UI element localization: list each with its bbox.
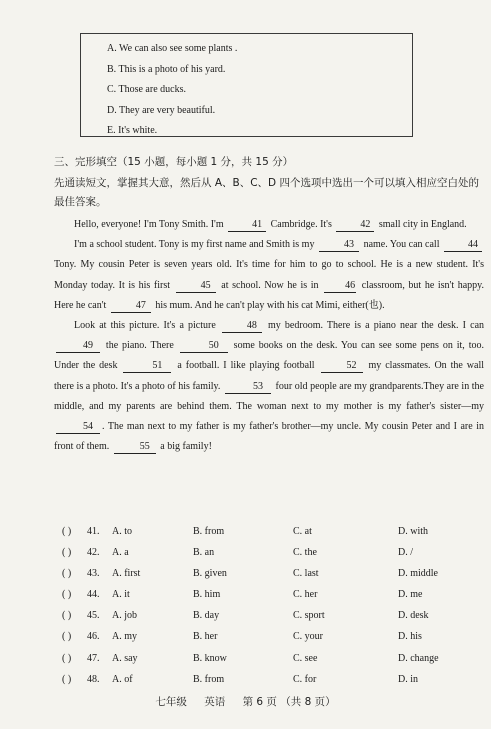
blank-41[interactable]: 41: [228, 219, 266, 232]
option-d: D. They are very beautiful.: [107, 104, 216, 116]
choice-d[interactable]: D. change: [398, 652, 439, 664]
paragraph-2: [54, 235, 484, 316]
answer-paren[interactable]: ( ): [62, 610, 72, 622]
question-row: [62, 522, 482, 543]
question-number: 45.: [87, 610, 100, 622]
blank-45[interactable]: 45: [176, 280, 216, 293]
choice-b[interactable]: B. given: [193, 568, 227, 580]
passage-text: four old people are my grandparents.They are in the middle, and my parents are behind them. The woman next to my mother is my father's sister—my: [54, 380, 484, 412]
blank-48[interactable]: 48: [222, 320, 262, 333]
choice-a[interactable]: A. of: [112, 673, 133, 685]
choice-d[interactable]: D. desk: [398, 610, 429, 622]
choice-b[interactable]: B. her: [193, 631, 218, 643]
answer-paren[interactable]: ( ): [62, 589, 72, 601]
blank-52[interactable]: 52: [321, 360, 363, 373]
choice-a[interactable]: A. first: [112, 568, 141, 580]
question-number: 44.: [87, 589, 100, 601]
blank-47[interactable]: 47: [111, 300, 151, 313]
choice-c[interactable]: C. see: [293, 652, 318, 664]
paragraph-1: [54, 215, 484, 235]
footer-subject: 英语: [204, 696, 226, 708]
option-a: A. We can also see some plants .: [107, 43, 238, 54]
choice-b[interactable]: B. him: [193, 589, 221, 601]
blank-42[interactable]: 42: [336, 219, 374, 232]
blank-49[interactable]: 49: [56, 340, 100, 353]
passage-text: Tony. My cousin Peter is seven years old. It's time for him to go to school. He is a new student. It's Monday today. It is his first: [54, 259, 484, 291]
question-row: [62, 564, 482, 585]
section-instruction: 先通读短文，掌握其大意，然后从 A、B、C、D 四个选项中选出一个可以填入相应空白处的最佳答案。: [54, 177, 479, 208]
blank-44[interactable]: 44: [444, 239, 482, 252]
passage-text: Look at this picture. It's a picture: [74, 320, 216, 332]
page-footer: [0, 694, 491, 709]
choice-a[interactable]: A. my: [112, 631, 137, 643]
choice-a[interactable]: A. it: [112, 589, 130, 601]
answer-paren[interactable]: ( ): [62, 547, 72, 559]
choice-a[interactable]: A. to: [112, 526, 132, 537]
question-row: [62, 543, 482, 564]
answer-paren[interactable]: ( ): [62, 652, 72, 664]
blank-51[interactable]: 51: [123, 360, 171, 373]
choice-d[interactable]: D. me: [398, 589, 423, 601]
cloze-passage: [54, 215, 484, 457]
choice-b[interactable]: B. an: [193, 547, 215, 559]
choice-a[interactable]: A. say: [112, 652, 138, 664]
question-number: 42.: [87, 547, 100, 559]
choice-a[interactable]: A. a: [112, 547, 129, 559]
footer-grade: 七年级: [155, 696, 187, 708]
question-number: 41.: [87, 526, 100, 537]
question-row: [62, 627, 482, 648]
paragraph-3: [54, 316, 484, 457]
question-row: [62, 649, 482, 670]
blank-50[interactable]: 50: [180, 340, 228, 353]
blank-54[interactable]: 54: [56, 421, 100, 434]
choice-d[interactable]: D. middle: [398, 568, 438, 580]
question-row: [62, 670, 482, 691]
passage-text: . The man next to my father is my father's brother—my uncle. My cousin Peter and I are in front of them.: [54, 421, 484, 453]
choice-c[interactable]: C. your: [293, 631, 323, 643]
choice-c[interactable]: C. for: [293, 673, 317, 685]
question-row: [62, 585, 482, 606]
blank-53[interactable]: 53: [225, 381, 271, 394]
answer-paren[interactable]: ( ): [62, 673, 72, 685]
passage-text: a big family!: [160, 441, 212, 453]
choice-c[interactable]: C. last: [293, 568, 319, 580]
passage-text: Hello, everyone! I'm Tony Smith. I'm: [74, 219, 224, 230]
question-number: 48.: [87, 673, 100, 685]
choice-b[interactable]: B. know: [193, 652, 227, 664]
choice-d[interactable]: D. /: [398, 547, 413, 559]
choice-d[interactable]: D. in: [398, 673, 418, 685]
answer-paren[interactable]: ( ): [62, 526, 72, 537]
question-number: 43.: [87, 568, 100, 580]
answer-paren[interactable]: ( ): [62, 631, 72, 643]
choice-c[interactable]: C. her: [293, 589, 318, 601]
passage-text: small city in England.: [378, 219, 467, 230]
passage-text: classroom, but he isn't happy. Here he can't: [54, 279, 485, 311]
passage-text: at school. Now he is in: [221, 279, 319, 291]
passage-text: the piano. There: [105, 340, 174, 352]
blank-55[interactable]: 55: [114, 441, 156, 454]
question-number: 46.: [87, 631, 100, 643]
choice-c[interactable]: C. at: [293, 526, 312, 537]
options-box: [80, 33, 413, 137]
question-row: [62, 606, 482, 627]
passage-text: my classmates. On the wall there is a photo. It's a photo of his family.: [54, 360, 485, 392]
passage-text: his mum. And he can't play with his cat Mimi, either(也).: [155, 299, 385, 311]
blank-43[interactable]: 43: [319, 239, 359, 252]
question-list: [62, 522, 482, 691]
footer-page: 第 6 页 （共 8 页）: [242, 696, 336, 708]
blank-46[interactable]: 46: [324, 280, 356, 293]
passage-text: I'm a school student. Tony is my first name and Smith is my: [74, 239, 315, 251]
question-number: 47.: [87, 652, 100, 664]
passage-text: Cambridge. It's: [270, 219, 332, 230]
choice-a[interactable]: A. job: [112, 610, 137, 622]
passage-text: name. You can call: [363, 239, 440, 251]
passage-text: a football. I like playing football: [177, 360, 315, 372]
option-e: E. It's white.: [107, 125, 158, 136]
option-b: B. This is a photo of his yard.: [107, 63, 226, 75]
section-title: 三、完形填空（15 小题，每小题 1 分，共 15 分）: [54, 156, 294, 168]
choice-c[interactable]: C. sport: [293, 610, 325, 622]
choice-c[interactable]: C. the: [293, 547, 317, 559]
passage-text: my bedroom. There is a piano near the desk. I can: [268, 320, 485, 332]
passage-text: some books on the desk. You can see some pens on it, too. Under the desk: [54, 340, 484, 372]
choice-d[interactable]: D. with: [398, 526, 428, 537]
choice-d[interactable]: D. his: [398, 631, 422, 643]
choice-b[interactable]: B. day: [193, 610, 220, 622]
answer-paren[interactable]: ( ): [62, 568, 72, 580]
choice-b[interactable]: B. from: [193, 673, 225, 685]
option-c: C. Those are ducks.: [107, 84, 186, 95]
choice-b[interactable]: B. from: [193, 526, 225, 537]
